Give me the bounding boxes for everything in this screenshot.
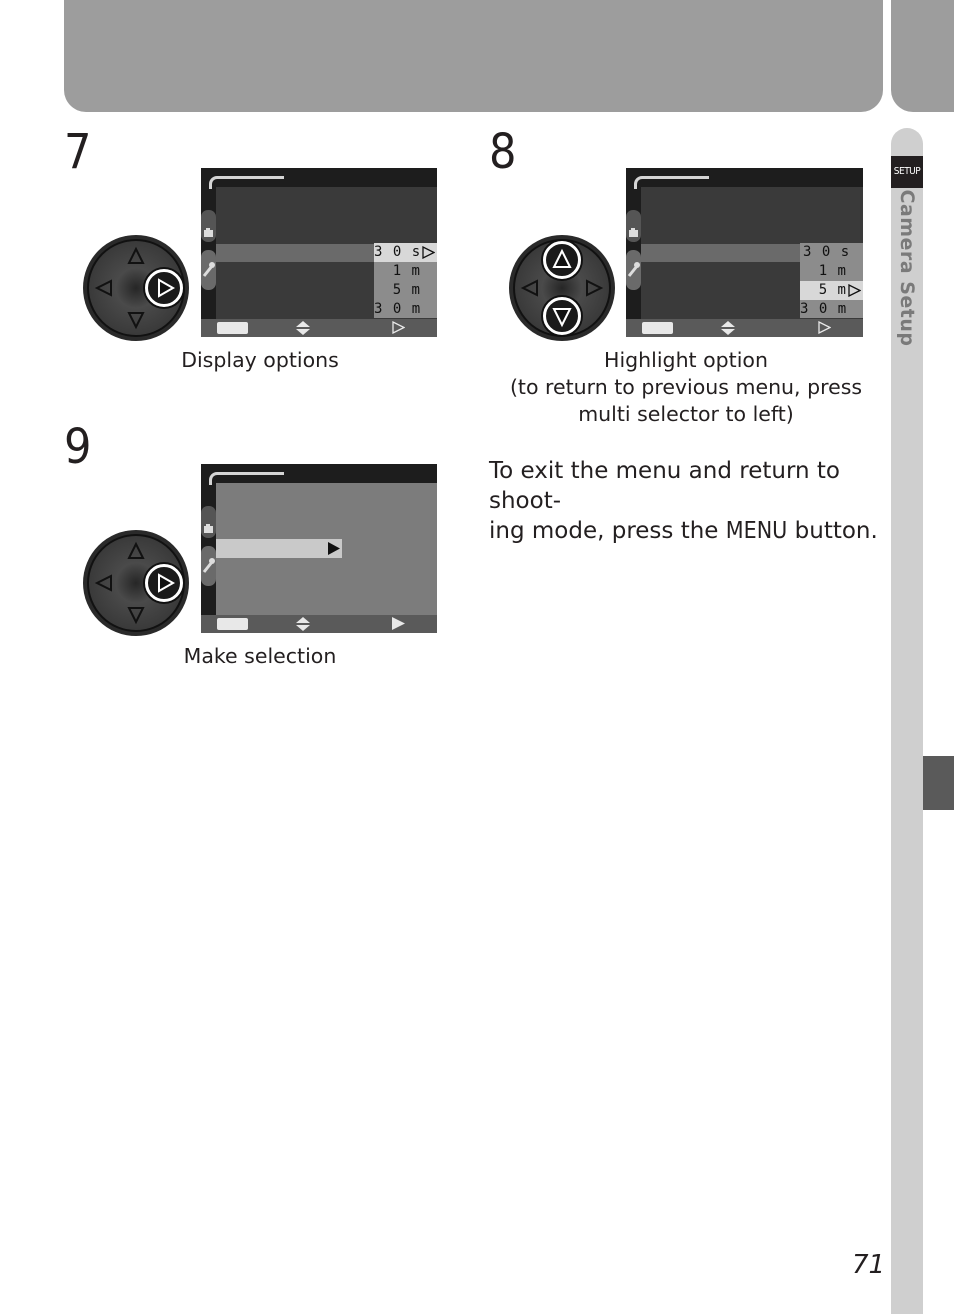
menu-button-glyph xyxy=(642,322,673,334)
up-down-icon xyxy=(296,617,310,631)
step-7-caption: Display options xyxy=(181,348,339,372)
dial-up-pressed xyxy=(543,241,581,279)
menu-button-label: MENU xyxy=(725,518,788,544)
body-line-2: ing mode, press the MENU button. xyxy=(489,518,878,544)
multi-selector-dial xyxy=(83,235,189,341)
multi-selector-dial xyxy=(509,235,615,341)
triangle-right-icon xyxy=(327,542,340,555)
triangle-right-icon xyxy=(422,246,435,259)
page-number: 71 xyxy=(852,1250,886,1280)
chapter-marker xyxy=(923,756,954,810)
side-tab-label: Camera Setup xyxy=(896,189,918,347)
option-5m: 5 m xyxy=(392,282,421,298)
wrench-icon xyxy=(201,250,216,290)
triangle-right-icon xyxy=(818,321,831,334)
lcd-screen-step8 xyxy=(626,168,863,337)
caption-line: Highlight option xyxy=(604,348,768,372)
header-side-block xyxy=(891,0,954,112)
step-8-number: 8 xyxy=(489,124,517,180)
header-band xyxy=(64,0,883,112)
menu-button-glyph xyxy=(217,322,248,334)
dial-down-pressed xyxy=(543,297,581,335)
option-30s: 3 0 s xyxy=(803,244,851,260)
option-list xyxy=(374,243,437,318)
exit-instructions xyxy=(489,456,889,546)
caption-line: (to return to previous menu, press xyxy=(509,375,863,399)
option-list xyxy=(800,243,863,318)
option-1m: 1 m xyxy=(392,263,421,279)
option-5m: 5 m xyxy=(800,281,863,300)
triangle-up-icon xyxy=(546,244,578,276)
wrench-icon xyxy=(626,250,641,290)
wrench-icon xyxy=(201,546,216,586)
step-8-caption xyxy=(490,347,882,428)
multi-selector-dial xyxy=(83,530,189,636)
triangle-down-icon xyxy=(546,300,578,332)
option-30m: 3 0 m xyxy=(800,301,848,317)
triangle-right-icon xyxy=(392,321,405,334)
lcd-help-bar xyxy=(201,319,437,337)
step-7-number: 7 xyxy=(64,124,92,180)
lcd-screen-step7 xyxy=(201,168,437,337)
triangle-right-icon xyxy=(848,284,861,297)
up-down-icon xyxy=(296,321,310,335)
menu-button-glyph xyxy=(217,618,248,630)
up-down-icon xyxy=(721,321,735,335)
option-1m: 1 m xyxy=(818,263,847,279)
triangle-right-icon xyxy=(392,617,405,630)
lcd-selected-row xyxy=(216,539,342,558)
camera-icon xyxy=(201,210,216,242)
dial-right-pressed xyxy=(145,269,183,307)
option-30s: 3 0 s xyxy=(374,243,437,262)
dial-right-pressed xyxy=(145,564,183,602)
triangle-right-icon xyxy=(148,272,180,304)
step-9-caption: Make selection xyxy=(183,644,337,668)
triangle-right-icon xyxy=(148,567,180,599)
step-9-number: 9 xyxy=(64,419,92,475)
lcd-help-bar xyxy=(201,615,437,633)
camera-icon xyxy=(626,210,641,242)
setup-badge: SETUP xyxy=(891,156,923,188)
caption-line: multi selector to left) xyxy=(578,402,794,426)
camera-icon xyxy=(201,506,216,538)
option-30m: 3 0 m xyxy=(374,301,422,317)
lcd-screen-step9 xyxy=(201,464,437,633)
body-line-1: To exit the menu and return to shoot- xyxy=(489,458,840,514)
lcd-help-bar xyxy=(626,319,863,337)
